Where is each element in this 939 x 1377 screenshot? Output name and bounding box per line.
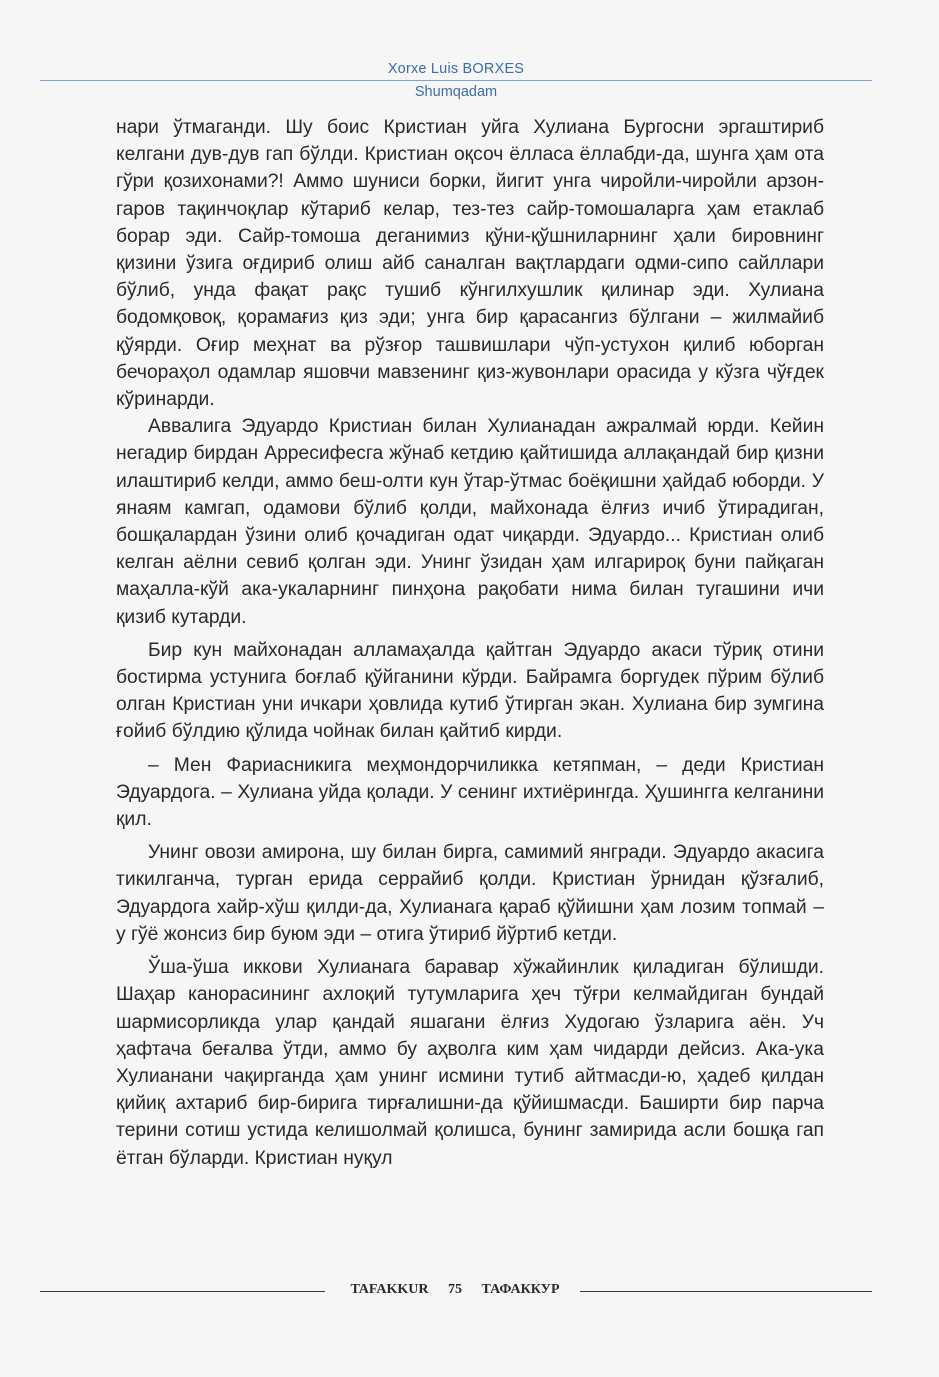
page-number: 75 [448, 1282, 463, 1297]
footer-center [330, 1280, 580, 1300]
header-divider [40, 80, 872, 81]
article-body [116, 114, 824, 1172]
paragraph-2: Аввалига Эдуардо Кристиан билан Хулианадан ажралмай юрди. Кейин негадир бирдан Арресифесга жўнаб кетдию қайтишида аллақандай бир қизни илаштириб келди, аммо беш-олти кун ўтар-ўтмас боёқишни ҳайдаб юборди. У янаям камгап, одамови бўлиб қолди, майхонада ёлғиз ичиб ўтирадиган, бошқалардан ўзини олиб қочадиган одат чиқарди. Эдуардо... Кристиан олиб келган аёлни севиб қолган эди. Унинг ўзидан ҳам илгарироқ буни пайқаган маҳалла-кўй ака-укаларнинг пинҳона рақобати нима билан тугашини ичи қизиб кутарди. [116, 416, 824, 628]
footer-rule-left [40, 1291, 325, 1292]
paragraph-3: Бир кун майхонадан алламаҳалда қайтган Эдуардо акаси тўриқ отини бостирма устунига боғлаб қўйганини кўрди. Байрамга боргудек пўрим бўлиб олган Кристиан уни ичкари ҳовлида кутиб ўтирган экан. Хулиана бир зумгина ғойиб бўлдию қўлида чойнак билан қайтиб кирди. [116, 639, 824, 743]
paragraph-4: – Мен Фариасникига меҳмондорчиликка кетяпман, – деди Кристиан Эдуардога. – Хулиана уйда қолади. У сенинг ихтиёрингда. Ҳушингга келганини қил. [116, 754, 824, 831]
paragraph-1: нари ўтмаганди. Шу боис Кристиан уйга Хулиана Бургосни эргаштириб келгани дув-дув гап бўлди. Кристиан оқсоч ёлласа ёллабди-да, шунга ҳам ота гўри қозихонами?! Аммо шуниси борки, йигит унга чиройли-чиройли арзон-гаров тақинчоқлар кўтариб келар, тез-тез сайр-томошаларга ҳам етаклаб борар эди. Сайр-томоша деганимиз қўни-қўшниларнинг ҳали бировнинг қизини ўзига оғдириб олиш айб саналган вақтлардаги одми-сипо сайллари бўлиб, унда фақат рақс тушиб кўнгилхушлик қилинар эди. Хулиана бодомқовоқ, қорамағиз қиз эди; унга бир қарасангиз бўлгани – жилмайиб қўярди. Оғир меҳнат ва рўзғор ташвишлари чўп-устухон қилиб юборган бечораҳол одамлар яшовчи мавзенинг қиз-жувонлари орасида у кўзга чўғдек кўринарди. [116, 117, 824, 411]
footer-title-latin: TAFAKKUR [350, 1282, 429, 1297]
paragraph-6: Ўша-ўша иккови Хулианага баравар хўжайинлик қиладиган бўлишди. Шаҳар канорасининг ахлоқий тутумларига ҳеч тўғри келмайдиган бундай шармисорликда улар қандай яшагани ёлғиз Худогаю ўзларига аён. Уч ҳафтача беғалва ўтди, аммо бу аҳволга ким ҳам чидарди дейсиз. Ака-ука Хулианани чақирганда ҳам унинг исмини тутиб айтмасди-ю, ҳадеб қилдан қийиқ ахтариб бир-бирига тирғалишни-да қўйишмасди. Баширти бир парча терини сотиш устида келишолмай қолишса, бунинг замирида асли бошқа гап ётган бўларди. Кристиан нуқул [116, 957, 824, 1169]
header-author: Xorxe Luis BORXES [387, 61, 525, 77]
header-title: Shumqadam [414, 84, 498, 100]
page-footer [40, 1280, 872, 1300]
running-header [40, 60, 872, 101]
footer-rule-right [580, 1291, 872, 1292]
footer-title-cyrillic: ТАФАККУР [481, 1282, 560, 1297]
paragraph-5: Унинг овози амирона, шу билан бирга, самимий янгради. Эдуардо акасига тикилганча, турган ерида серрайиб қолди. Кристиан ўрнидан қўзғалиб, Эдуардога хайр-хўш қилди-да, Хулианага қараб қўйишни ҳам лозим топмай – у гўё жонсиз бир буюм эди – отига ўтириб йўртиб кетди. [116, 842, 824, 945]
